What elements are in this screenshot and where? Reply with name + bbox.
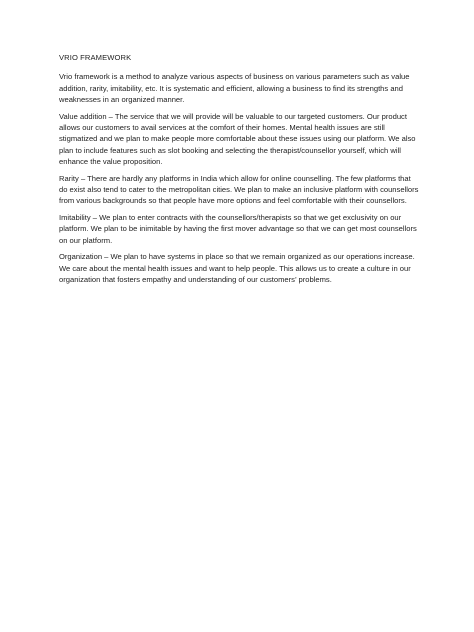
paragraph-rarity: Rarity – There are hardly any platforms in India which allow for online counselling. The few platforms that do exist also tend to cater to the metropolitan cities. We plan to make an inclusive platform with counsellors from various backgrounds so that people have more options and feel comfortable with their counsellors. [59,173,419,206]
paragraph-organization: Organization – We plan to have systems in place so that we remain organized as our operations increase. We care about the mental health issues and want to help people. This allows us to create a culture in our organization that fosters empathy and understanding of our customers’ problems. [59,252,415,284]
document-heading: VRIO FRAMEWORK [59,53,132,62]
paragraph-value-addition: Value addition – The service that we will provide will be valuable to our targeted customers. Our product allows our customers to avail services at the comfort of their homes. Mental health issues are still stigmatized and we plan to make people more comfortable about these issues using our platform. We also plan to include features such as slot booking and selecting the therapist/counsellor yourself, which will enhance the value proposition. [59,111,416,167]
paragraph-imitability: Imitability – We plan to enter contracts with the counsellors/therapists so that we get exclusivity on our platform. We plan to be inimitable by having the first mover advantage so that we can get most counsellors on our platform. [59,212,417,245]
paragraph-intro: Vrio framework is a method to analyze various aspects of business on various parameters such as value addition, rarity, imitability, etc. It is systematic and efficient, allowing a business to find its strengths and weaknesses in an organized manner. [59,72,410,105]
document-page [59,52,419,290]
